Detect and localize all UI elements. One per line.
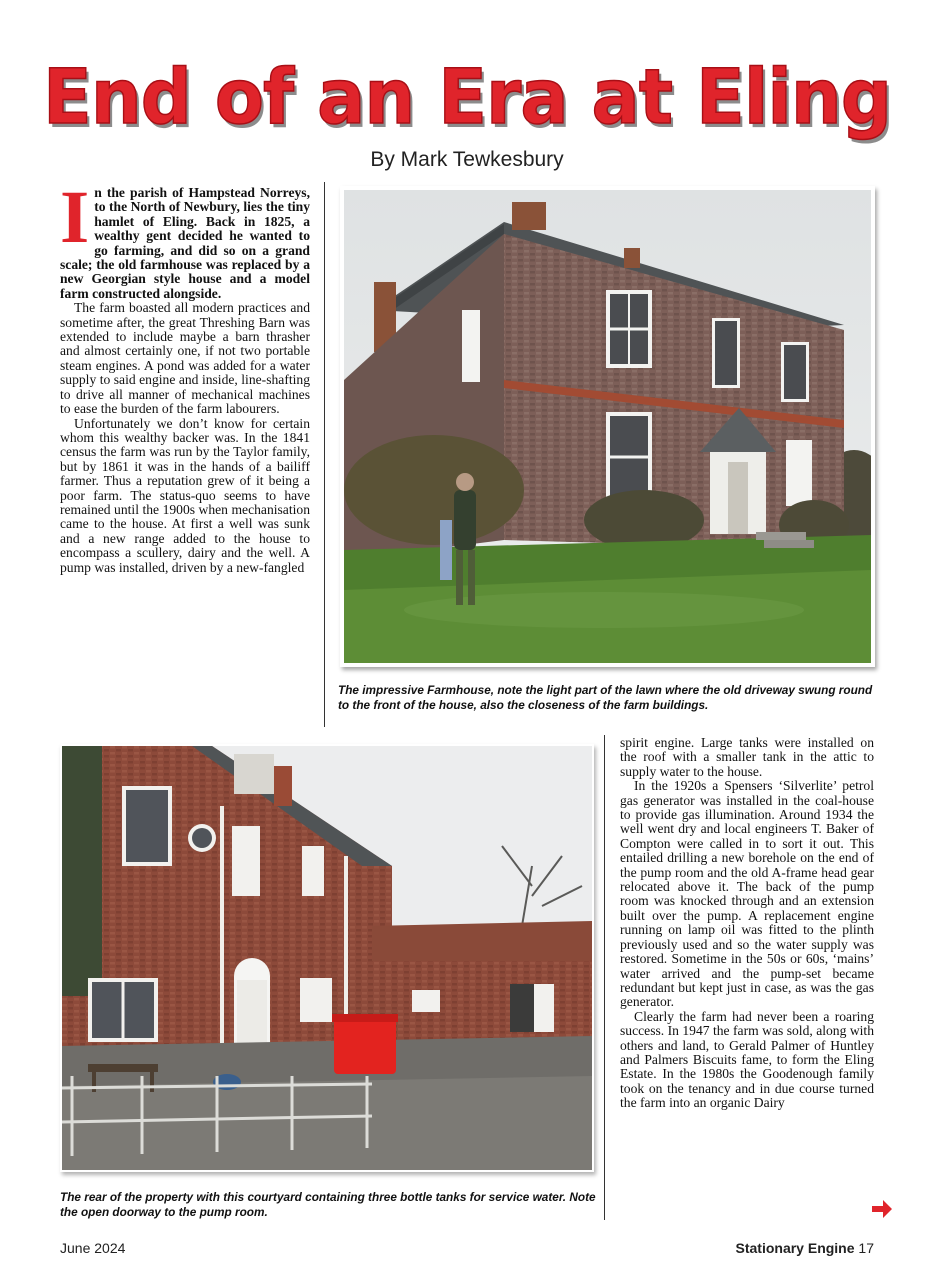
paragraph: spirit engine. Large tanks were installed on the roof with a smaller tank in the attic to supply water to the house.: [620, 736, 874, 779]
courtyard-photo: [60, 744, 594, 1172]
article-column-3: [620, 736, 874, 1226]
column-divider: [604, 735, 605, 1220]
paragraph: In the 1920s a Spensers ‘Silverlite’ petrol gas generator was installed in the coal-house to provide gas illumination. Around 1934 the well went dry and local engineers T. Baker of Compton were called in to sort it out. This entailed drilling a new borehole on the end of the pump room and the old A-frame head gear relocated above it. The back of the pump room was knocked through and an extension built over the pump. A replacement engine running on lamp oil was fitted to the plinth previously used and so the water supply was restored. Sometime in the 50s or 60s, ‘mains’ water arrived and the pump-set became redundant but kept just in case, as was the gas generator.: [620, 778, 874, 1010]
page-number: 17: [858, 1240, 874, 1256]
paragraph: The farm boasted all modern practices and sometime after, the great Threshing Barn was extended to include maybe a barn thrasher and almost certainly one, if not two portable steam engines. A pond was added for a water supply to said engine and inside, line-shafting to drive all manner of mechanical machines to ease the burden of the farm labourers.: [60, 300, 310, 417]
farmhouse-caption: The impressive Farmhouse, note the light part of the lawn where the old driveway swung round to the front of the house, also the closeness of the farm buildings.: [338, 683, 873, 712]
courtyard-caption: The rear of the property with this courtyard containing three bottle tanks for service water. Note the open doorway to the pump room.: [60, 1190, 596, 1219]
lead-paragraph: [60, 186, 310, 301]
magazine-name: Stationary Engine: [735, 1240, 855, 1256]
paragraph: Unfortunately we don’t know for certain whom this wealthy backer was. In the 1841 census the farm was run by the Taylor family, but by 1861 it was in the hands of a bailiff farmer. Thus a reputation grew of it being a poor farm. The status-quo seems to have remained until the 1900s when mechanisation came to the house. At first a well was sunk and a new range added to the house to encompass a scullery, dairy and the well. A pump was installed, driven by a new-fangled: [60, 415, 310, 575]
arrow-right-icon: [870, 1197, 894, 1221]
article-column-1: [60, 186, 310, 731]
byline: By Mark Tewkesbury: [370, 148, 564, 171]
lead-text: n the parish of Hampstead Norreys, to the North of Newbury, lies the tiny hamlet of Eling. Back in 1825, a wealthy gent decided he wanted to go farming, and did so on a grand scale; the old farmhouse was replaced by a new Georgian style house and a model farm constructed alongside.: [60, 186, 310, 301]
article-title: End of an Era at Eling: [42, 52, 892, 141]
issue-date: June 2024: [60, 1240, 126, 1256]
page-footer: [736, 1240, 875, 1256]
drop-cap: I: [60, 186, 90, 259]
farmhouse-photo: [340, 186, 875, 667]
column-divider: [324, 182, 325, 727]
paragraph: Clearly the farm had never been a roaring success. In 1947 the farm was sold, along with others and land, to Gerald Palmer of Huntley and Palmers Biscuits fame, to form the Eling Estate. In the 1980s the Goodenough family took on the tenancy and in due course turned the farm into an organic Dairy: [620, 1008, 874, 1111]
